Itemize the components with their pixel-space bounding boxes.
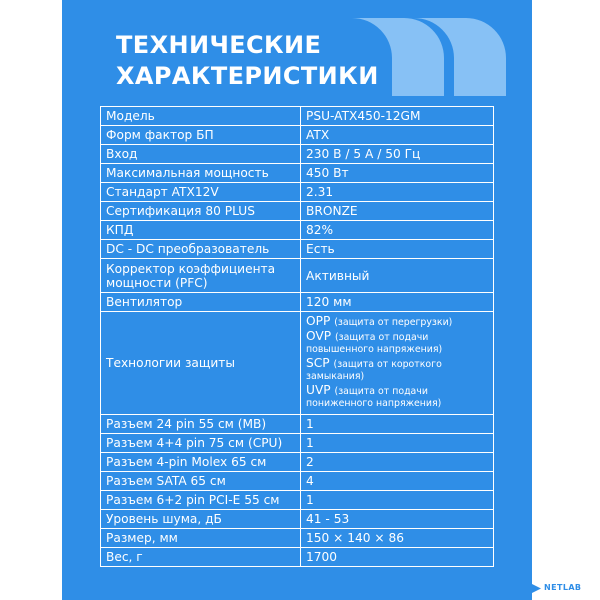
spec-row xyxy=(101,164,494,183)
spec-label: Разъем 4-pin Molex 65 см xyxy=(101,453,301,472)
spec-value: 230 В / 5 А / 50 Гц xyxy=(301,145,494,164)
spec-label: Максимальная мощность xyxy=(101,164,301,183)
spec-label: Корректор коэффициента мощности (PFC) xyxy=(101,259,301,293)
spec-row xyxy=(101,453,494,472)
spec-value: 2 xyxy=(301,453,494,472)
spec-label: КПД xyxy=(101,221,301,240)
spec-label: Модель xyxy=(101,107,301,126)
protection-code: SCP xyxy=(306,356,330,370)
spec-row xyxy=(101,312,494,415)
protection-desc: (защита от подачи пониженного напряжения) xyxy=(306,386,442,409)
spec-row xyxy=(101,529,494,548)
spec-label: Вес, г xyxy=(101,548,301,567)
page-title xyxy=(116,30,379,92)
protection-item xyxy=(306,385,489,409)
spec-label: Технологии защиты xyxy=(101,312,301,415)
title-line-2: ХАРАКТЕРИСТИКИ xyxy=(116,62,379,90)
spec-row xyxy=(101,491,494,510)
spec-label: Разъем 6+2 pin PCI-E 55 см xyxy=(101,491,301,510)
spec-label: Размер, мм xyxy=(101,529,301,548)
spec-value: Есть xyxy=(301,240,494,259)
spec-value: 120 мм xyxy=(301,293,494,312)
watermark-text: NETLAB xyxy=(544,583,582,592)
protection-desc: (защита от подачи повышенного напряжения) xyxy=(306,332,443,355)
spec-label: Уровень шума, дБ xyxy=(101,510,301,529)
protection-item xyxy=(306,331,489,355)
spec-row xyxy=(101,434,494,453)
spec-label: Вентилятор xyxy=(101,293,301,312)
spec-value: PSU-ATX450-12GM xyxy=(301,107,494,126)
spec-value: 1700 xyxy=(301,548,494,567)
spec-row xyxy=(101,240,494,259)
spec-panel xyxy=(62,0,532,600)
spec-value: ATX xyxy=(301,126,494,145)
spec-label: Сертификация 80 PLUS xyxy=(101,202,301,221)
spec-label: Разъем SATA 65 см xyxy=(101,472,301,491)
spec-row xyxy=(101,293,494,312)
spec-row xyxy=(101,202,494,221)
spec-row xyxy=(101,145,494,164)
spec-label: Стандарт ATX12V xyxy=(101,183,301,202)
spec-value: 1 xyxy=(301,491,494,510)
protection-code: UVP xyxy=(306,383,331,397)
spec-value: 2.31 xyxy=(301,183,494,202)
spec-row xyxy=(101,548,494,567)
netlab-watermark xyxy=(532,582,598,596)
spec-value: 82% xyxy=(301,221,494,240)
quote-mark-icon-2 xyxy=(414,18,506,96)
spec-value: 1 xyxy=(301,434,494,453)
spec-row xyxy=(101,107,494,126)
spec-value: 450 Вт xyxy=(301,164,494,183)
spec-value: BRONZE xyxy=(301,202,494,221)
spec-label: Разъем 24 pin 55 см (MB) xyxy=(101,415,301,434)
protection-code: OPP xyxy=(306,314,331,328)
spec-label: DC - DC преобразователь xyxy=(101,240,301,259)
spec-row xyxy=(101,126,494,145)
spec-label: Вход xyxy=(101,145,301,164)
spec-value: 1 xyxy=(301,415,494,434)
spec-label: Форм фактор БП xyxy=(101,126,301,145)
protection-item xyxy=(306,358,489,382)
spec-row xyxy=(101,221,494,240)
spec-row xyxy=(101,415,494,434)
spec-value: 150 × 140 × 86 xyxy=(301,529,494,548)
protection-desc: (защита от короткого замыкания) xyxy=(306,359,442,382)
spec-value: 41 - 53 xyxy=(301,510,494,529)
title-line-1: ТЕХНИЧЕСКИЕ xyxy=(116,31,322,59)
protection-code: OVP xyxy=(306,329,332,343)
spec-value xyxy=(301,312,494,415)
spec-row xyxy=(101,259,494,293)
spec-row xyxy=(101,510,494,529)
spec-label: Разъем 4+4 pin 75 см (CPU) xyxy=(101,434,301,453)
spec-row xyxy=(101,472,494,491)
spec-value: Активный xyxy=(301,259,494,293)
protection-desc: (защита от перегрузки) xyxy=(334,317,453,328)
spec-value: 4 xyxy=(301,472,494,491)
protection-item xyxy=(306,316,489,328)
netlab-logo-icon xyxy=(532,584,541,593)
spec-row xyxy=(101,183,494,202)
spec-table xyxy=(100,106,494,567)
